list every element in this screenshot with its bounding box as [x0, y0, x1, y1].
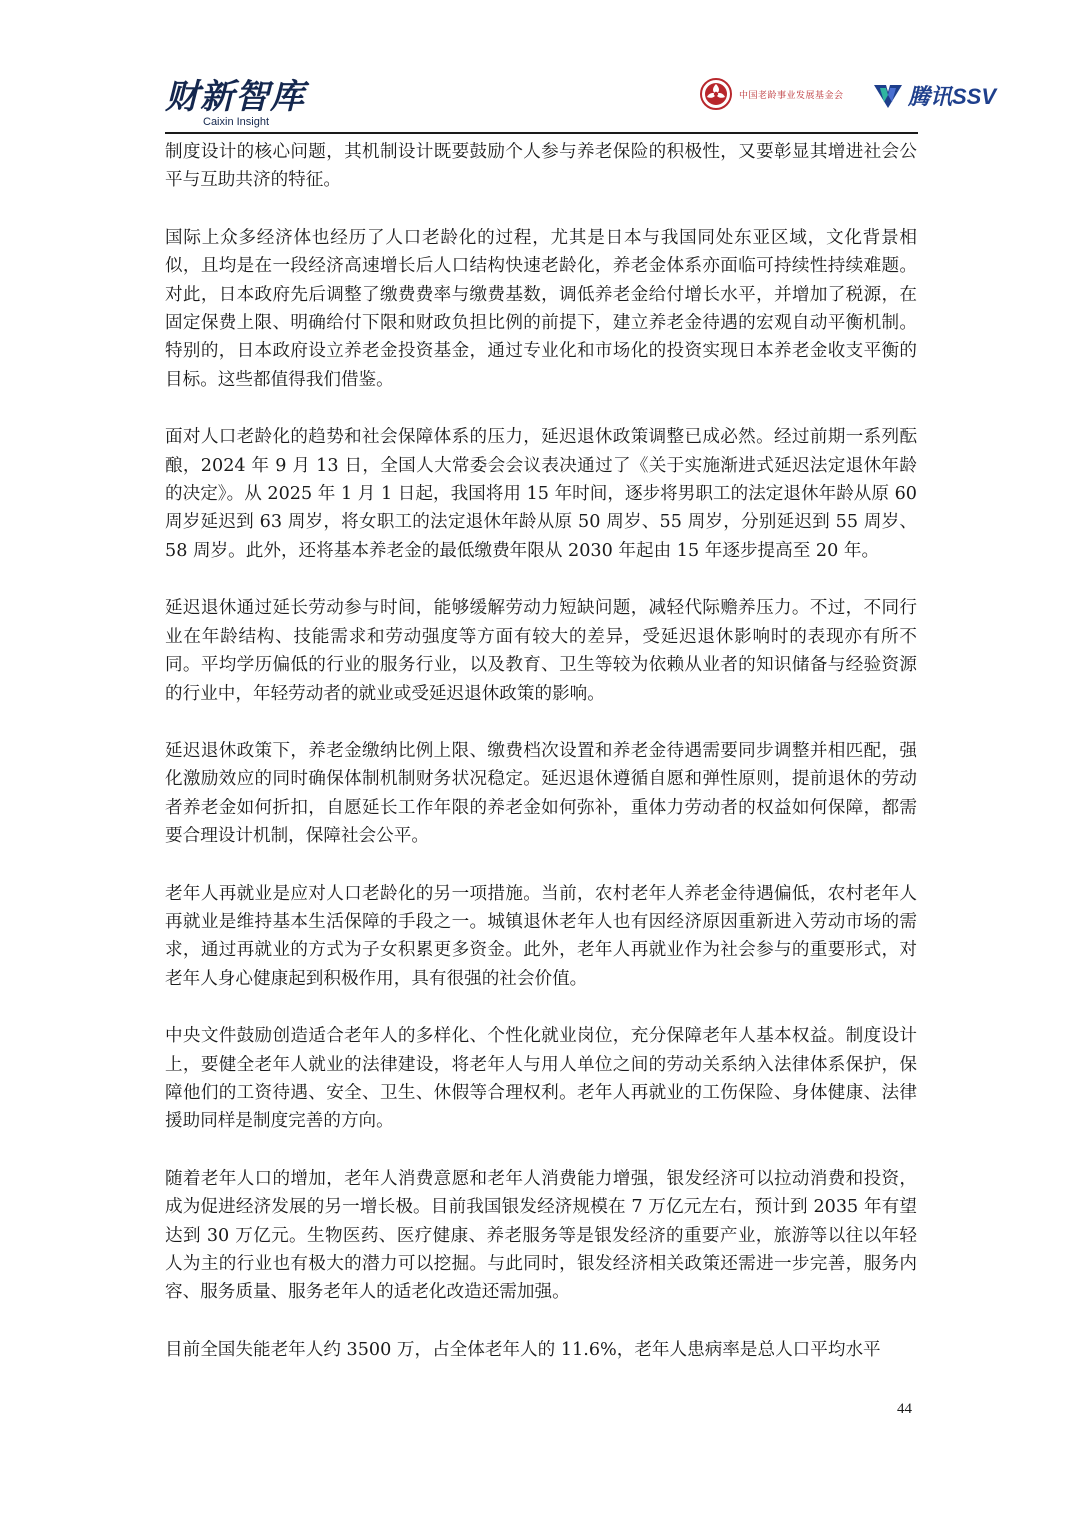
paragraph: 制度设计的核心问题，其机制设计既要鼓励个人参与养老保险的积极性，又要彰显其增进社会公平与互助共济的特征。	[165, 142, 917, 191]
page-header	[0, 0, 1080, 140]
tencent-ssv-name: 腾讯SSV	[908, 84, 997, 109]
paragraph: 中央文件鼓励创造适合老年人的多样化、个性化就业岗位，充分保障老年人基本权益。制度设计上，要健全老年人就业的法律建设，将老年人与用人单位之间的劳动关系纳入法律体系保护，保障他们的工资待遇、安全、卫生、休假等合理权利。老年人再就业的工伤保险、身体健康、法律援助同样是制度完善的方向。	[165, 1026, 917, 1132]
china-aging-foundation-logo	[700, 78, 844, 110]
paragraph: 国际上众多经济体也经历了人口老龄化的过程，尤其是日本与我国同处东亚区域，文化背景相似，且均是在一段经济高速增长后人口结构快速老龄化，养老金体系亦面临可持续性持续难题。对此，日本政府先后调整了缴费费率与缴费基数，调低养老金给付增长水平，并增加了税源，在固定保费上限、明确给付下限和财政负担比例的前提下，建立养老金待遇的宏观自动平衡机制。特别的，日本政府设立养老金投资基金，通过专业化和市场化的投资实现日本养老金收支平衡的目标。这些都值得我们借鉴。	[165, 227, 917, 390]
header-divider	[165, 132, 918, 134]
paragraph: 延迟退休通过延长劳动参与时间，能够缓解劳动力短缺问题，减轻代际赡养压力。不过，不同行业在年龄结构、技能需求和劳动强度等方面有较大的差异，受延迟退休影响时的表现亦有所不同。平均学历偏低的行业的服务行业，以及教育、卫生等较为依赖从业者的知识储备与经验资源的行业中，年轻劳动者的就业或受延迟退休政策的影响。	[165, 598, 917, 704]
caixin-insight-logo	[165, 78, 305, 128]
tencent-ssv-logo	[872, 80, 996, 111]
tencent-ssv-mark-icon	[872, 82, 904, 110]
logo-english-text: Caixin Insight	[203, 116, 270, 128]
paragraph: 老年人再就业是应对人口老龄化的另一项措施。当前，农村老年人养老金待遇偏低，农村老年人再就业是维持基本生活保障的手段之一。城镇退休老年人也有因经济原因重新进入劳动市场的需求，通过再就业的方式为子女积累更多资金。此外，老年人再就业作为社会参与的重要形式，对老年人身心健康起到积极作用，具有很强的社会价值。	[165, 883, 917, 989]
paragraph: 面对人口老龄化的趋势和社会保障体系的压力，延迟退休政策调整已成必然。经过前期一系列酝酿，2024 年 9 月 13 日，全国人大常委会会议表决通过了《关于实施渐进式延迟法定退休年龄的决定》。从 2025 年 1 月 1 日起，我国将用 15 年时间，逐步将男职工的法定退休年龄从原 60 周岁延迟到 63 周岁，将女职工的法定退休年龄从原 50 周岁、55 周岁，分别延迟到 55 周岁、58 周岁。此外，还将基本养老金的最低缴费年限从 2030 年起由 15 年逐步提高至 20 年。	[165, 427, 917, 561]
page-number: 44	[897, 1401, 912, 1417]
body-content	[165, 138, 917, 1393]
paragraph: 随着老年人口的增加，老年人消费意愿和老年人消费能力增强，银发经济可以拉动消费和投资，成为促进经济发展的另一增长极。目前我国银发经济规模在 7 万亿元左右，预计到 2035 年有望达到 30 万亿元。生物医药、医疗健康、养老服务等是银发经济的重要产业，旅游等以往以年轻人为主的行业也有极大的潜力可以挖掘。与此同时，银发经济相关政策还需进一步完善，服务内容、服务质量、服务老年人的适老化改造还需加强。	[165, 1168, 917, 1303]
foundation-emblem-icon	[700, 78, 732, 110]
logo-chinese-text: 财新智库	[165, 77, 305, 117]
paragraph: 目前全国失能老年人约 3500 万，占全体老年人的 11.6%，老年人患病率是总人口平均水平	[165, 1339, 881, 1360]
foundation-name: 中国老龄事业发展基金会	[739, 90, 844, 101]
paragraph: 延迟退休政策下，养老金缴纳比例上限、缴费档次设置和养老金待遇需要同步调整并相匹配，强化激励效应的同时确保体制机制财务状况稳定。延迟退休遵循自愿和弹性原则，提前退休的劳动者养老金如何折扣，自愿延长工作年限的养老金如何弥补，重体力劳动者的权益如何保障，都需要合理设计机制，保障社会公平。	[165, 740, 917, 847]
